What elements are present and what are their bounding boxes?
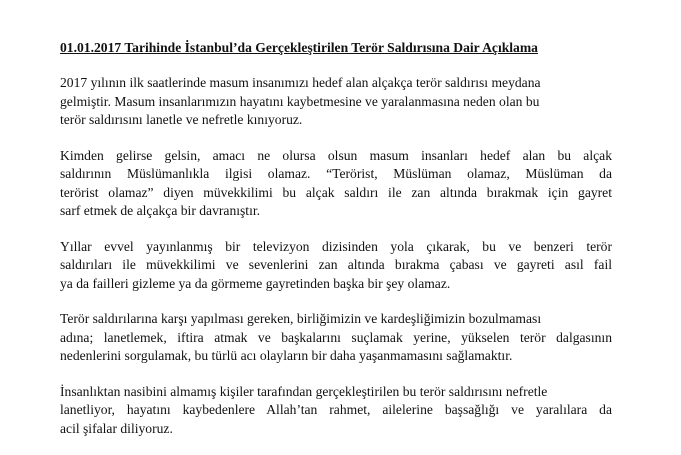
paragraph-line: İnsanlıktan nasibini almamış kişiler tarafından gerçekleştirilen bu terör saldırısını nefretle <box>60 383 548 399</box>
paragraph-line: lanetliyor, hayatını kaybedenlere Allah’tan rahmet, ailelerine başsağlığı ve yaralılara da <box>60 402 612 417</box>
paragraph-line: Yıllar evvel yayınlanmış bir televizyon dizisinden yola çıkarak, bu ve benzeri terör <box>60 238 612 254</box>
paragraph-line: saldırıları ile müvekkilimi ve sevenlerini zan altında bırakma çabası ve gayreti asıl fail <box>60 257 612 272</box>
paragraph-line: acil şifalar diliyoruz. <box>60 420 173 436</box>
paragraph-line: Terör saldırılarına karşı yapılması gereken, birliğimizin ve kardeşliğimizin bozulmaması <box>60 311 542 326</box>
paragraph-2 <box>60 147 612 221</box>
paragraph-line: gelmiştir. Masum insanlarımızın hayatını kaybetmesine ve yaralanmasına neden olan bu <box>60 93 540 109</box>
paragraph-5 <box>60 383 612 439</box>
paragraph-line: nedenlerini sorgulamak, bu türlü acı olayların bir daha yaşanmamasını sağlamaktır. <box>60 348 513 363</box>
paragraph-line: sarf etmek de alçakça bir davranıştır. <box>60 203 261 218</box>
paragraph-3 <box>60 238 612 294</box>
paragraph-line: adına; lanetlemek, iftira atmak ve başkalarını suçlamak yerine, yükselen terör dalgasının <box>60 329 612 345</box>
paragraph-4 <box>60 310 612 366</box>
document-title: 01.01.2017 Tarihinde İstanbul’da Gerçekleştirilen Terör Saldırısına Dair Açıklama <box>60 40 538 55</box>
paragraph-line: terör saldırısını lanetle ve nefretle kınıyoruz. <box>60 112 303 127</box>
paragraph-line: saldırının Müslümanlıkla ilgisi olamaz. “Terörist, Müslüman olamaz, Müslüman da <box>60 166 612 181</box>
paragraph-line: 2017 yılının ilk saatlerinde masum insanımızı hedef alan alçakça terör saldırısı meydana <box>60 75 541 90</box>
paragraph-line: terörist olamaz” diyen müvekkilimi bu alçak saldırı ile zan altında bırakmak için gayret <box>60 184 612 200</box>
paragraph-line: ya da failleri gizleme ya da görmeme gayretinden başka bir şey olamaz. <box>60 275 451 291</box>
statement-document <box>60 40 612 455</box>
paragraph-line: Kimden gelirse gelsin, amacı ne olursa olsun masum insanları hedef alan bu alçak <box>60 147 612 163</box>
paragraph-1 <box>60 74 612 130</box>
